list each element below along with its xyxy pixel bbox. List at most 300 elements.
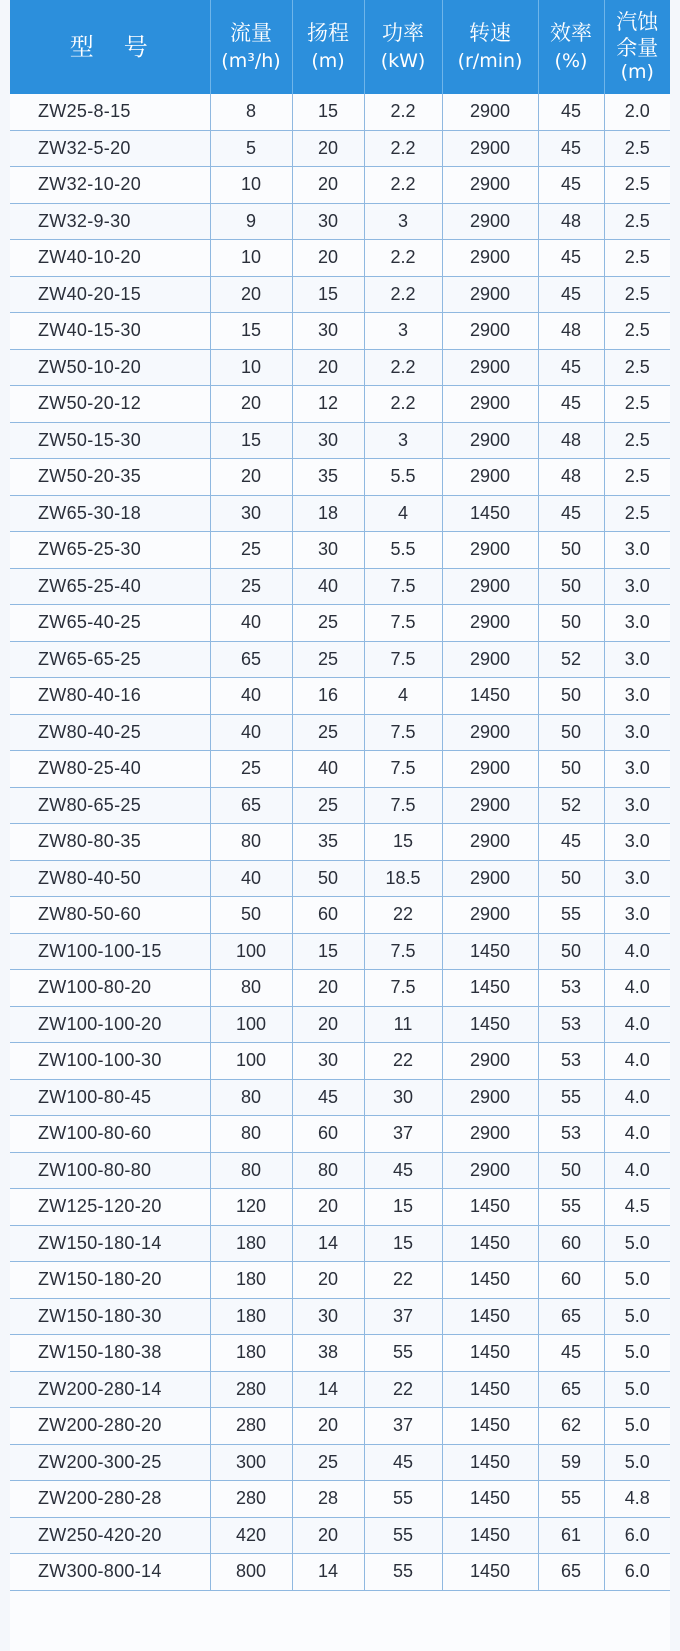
cell-flow: 120 xyxy=(210,1189,292,1226)
cell-speed: 2900 xyxy=(442,313,538,350)
cell-efficiency: 50 xyxy=(538,568,604,605)
cell-speed: 1450 xyxy=(442,1554,538,1591)
cell-model: ZW125-120-20 xyxy=(10,1189,210,1226)
cell-power: 22 xyxy=(364,1043,442,1080)
cell-model: ZW150-180-30 xyxy=(10,1298,210,1335)
cell-speed: 1450 xyxy=(442,1481,538,1518)
cell-efficiency: 50 xyxy=(538,751,604,788)
cell-power: 22 xyxy=(364,897,442,934)
cell-efficiency: 55 xyxy=(538,1481,604,1518)
cell-efficiency: 50 xyxy=(538,1152,604,1189)
cell-head: 40 xyxy=(292,568,364,605)
cell-efficiency: 45 xyxy=(538,167,604,204)
cell-flow: 25 xyxy=(210,568,292,605)
cell-speed: 2900 xyxy=(442,240,538,277)
cell-speed: 2900 xyxy=(442,422,538,459)
cell-power: 37 xyxy=(364,1116,442,1153)
cell-head: 15 xyxy=(292,933,364,970)
table-row xyxy=(10,1408,670,1445)
cell-npsh: 4.0 xyxy=(604,933,670,970)
cell-efficiency: 52 xyxy=(538,787,604,824)
header-head xyxy=(292,0,364,94)
cell-npsh: 3.0 xyxy=(604,860,670,897)
cell-head: 15 xyxy=(292,276,364,313)
cell-efficiency: 48 xyxy=(538,459,604,496)
cell-npsh: 4.5 xyxy=(604,1189,670,1226)
cell-power: 55 xyxy=(364,1481,442,1518)
cell-npsh: 2.5 xyxy=(604,459,670,496)
header-efficiency xyxy=(538,0,604,94)
cell-head: 12 xyxy=(292,386,364,423)
cell-model: ZW25-8-15 xyxy=(10,94,210,130)
cell-model: ZW65-25-30 xyxy=(10,532,210,569)
cell-model: ZW50-15-30 xyxy=(10,422,210,459)
cell-npsh: 3.0 xyxy=(604,532,670,569)
cell-npsh: 4.8 xyxy=(604,1481,670,1518)
cell-efficiency: 50 xyxy=(538,532,604,569)
cell-efficiency: 45 xyxy=(538,824,604,861)
cell-flow: 20 xyxy=(210,276,292,313)
cell-model: ZW32-5-20 xyxy=(10,130,210,167)
cell-power: 7.5 xyxy=(364,933,442,970)
cell-head: 25 xyxy=(292,1444,364,1481)
cell-model: ZW200-280-20 xyxy=(10,1408,210,1445)
cell-speed: 2900 xyxy=(442,824,538,861)
cell-flow: 10 xyxy=(210,240,292,277)
table-row xyxy=(10,240,670,277)
table-row xyxy=(10,1481,670,1518)
cell-efficiency: 48 xyxy=(538,203,604,240)
cell-power: 18.5 xyxy=(364,860,442,897)
cell-flow: 40 xyxy=(210,860,292,897)
cell-speed: 2900 xyxy=(442,1043,538,1080)
cell-speed: 2900 xyxy=(442,1079,538,1116)
cell-model: ZW32-10-20 xyxy=(10,167,210,204)
cell-flow: 65 xyxy=(210,641,292,678)
cell-power: 2.2 xyxy=(364,386,442,423)
cell-speed: 2900 xyxy=(442,714,538,751)
cell-head: 20 xyxy=(292,1006,364,1043)
table-row xyxy=(10,1517,670,1554)
cell-npsh: 2.5 xyxy=(604,349,670,386)
cell-model: ZW40-15-30 xyxy=(10,313,210,350)
cell-flow: 80 xyxy=(210,970,292,1007)
cell-efficiency: 53 xyxy=(538,1006,604,1043)
cell-head: 20 xyxy=(292,970,364,1007)
cell-efficiency: 45 xyxy=(538,349,604,386)
cell-power: 5.5 xyxy=(364,532,442,569)
cell-efficiency: 45 xyxy=(538,276,604,313)
cell-flow: 180 xyxy=(210,1298,292,1335)
table-header xyxy=(10,0,670,94)
cell-efficiency: 50 xyxy=(538,933,604,970)
cell-npsh: 3.0 xyxy=(604,605,670,642)
cell-power: 7.5 xyxy=(364,568,442,605)
cell-efficiency: 52 xyxy=(538,641,604,678)
cell-efficiency: 60 xyxy=(538,1225,604,1262)
cell-flow: 9 xyxy=(210,203,292,240)
cell-model: ZW40-20-15 xyxy=(10,276,210,313)
cell-model: ZW250-420-20 xyxy=(10,1517,210,1554)
cell-model: ZW80-25-40 xyxy=(10,751,210,788)
cell-head: 60 xyxy=(292,897,364,934)
cell-npsh: 4.0 xyxy=(604,1152,670,1189)
cell-head: 20 xyxy=(292,240,364,277)
cell-efficiency: 55 xyxy=(538,897,604,934)
cell-power: 55 xyxy=(364,1517,442,1554)
cell-efficiency: 45 xyxy=(538,495,604,532)
cell-flow: 180 xyxy=(210,1225,292,1262)
cell-npsh: 3.0 xyxy=(604,787,670,824)
cell-head: 20 xyxy=(292,349,364,386)
cell-model: ZW65-30-18 xyxy=(10,495,210,532)
cell-model: ZW32-9-30 xyxy=(10,203,210,240)
table-row xyxy=(10,313,670,350)
cell-power: 45 xyxy=(364,1444,442,1481)
cell-npsh: 3.0 xyxy=(604,714,670,751)
table-row xyxy=(10,1152,670,1189)
cell-efficiency: 50 xyxy=(538,714,604,751)
cell-efficiency: 65 xyxy=(538,1554,604,1591)
cell-efficiency: 45 xyxy=(538,94,604,130)
table-row xyxy=(10,130,670,167)
header-flow-unit: (m³/h) xyxy=(221,50,281,73)
cell-power: 4 xyxy=(364,495,442,532)
cell-head: 14 xyxy=(292,1554,364,1591)
header-npsh-name-2: 余量 xyxy=(616,35,659,60)
cell-head: 38 xyxy=(292,1335,364,1372)
cell-model: ZW65-40-25 xyxy=(10,605,210,642)
cell-flow: 280 xyxy=(210,1408,292,1445)
table-row xyxy=(10,1262,670,1299)
cell-power: 2.2 xyxy=(364,94,442,130)
cell-speed: 1450 xyxy=(442,1517,538,1554)
cell-head: 60 xyxy=(292,1116,364,1153)
cell-model: ZW200-280-14 xyxy=(10,1371,210,1408)
cell-head: 25 xyxy=(292,641,364,678)
cell-flow: 25 xyxy=(210,532,292,569)
cell-npsh: 2.5 xyxy=(604,313,670,350)
cell-npsh: 3.0 xyxy=(604,678,670,715)
cell-speed: 2900 xyxy=(442,787,538,824)
cell-flow: 100 xyxy=(210,1006,292,1043)
cell-flow: 100 xyxy=(210,933,292,970)
cell-flow: 80 xyxy=(210,824,292,861)
table-row xyxy=(10,459,670,496)
cell-power: 4 xyxy=(364,678,442,715)
cell-speed: 2900 xyxy=(442,568,538,605)
cell-npsh: 4.0 xyxy=(604,970,670,1007)
table-row xyxy=(10,532,670,569)
table-row xyxy=(10,751,670,788)
cell-speed: 2900 xyxy=(442,276,538,313)
table-row xyxy=(10,1006,670,1043)
header-row xyxy=(10,0,670,94)
cell-head: 16 xyxy=(292,678,364,715)
cell-efficiency: 50 xyxy=(538,860,604,897)
cell-power: 37 xyxy=(364,1298,442,1335)
cell-flow: 8 xyxy=(210,94,292,130)
cell-power: 7.5 xyxy=(364,787,442,824)
cell-flow: 80 xyxy=(210,1152,292,1189)
cell-flow: 5 xyxy=(210,130,292,167)
cell-model: ZW100-100-30 xyxy=(10,1043,210,1080)
cell-flow: 180 xyxy=(210,1335,292,1372)
cell-power: 2.2 xyxy=(364,276,442,313)
cell-model: ZW200-280-28 xyxy=(10,1481,210,1518)
table-row xyxy=(10,495,670,532)
cell-npsh: 3.0 xyxy=(604,824,670,861)
cell-head: 20 xyxy=(292,1517,364,1554)
cell-power: 37 xyxy=(364,1408,442,1445)
table-row xyxy=(10,203,670,240)
cell-speed: 1450 xyxy=(442,1189,538,1226)
cell-flow: 25 xyxy=(210,751,292,788)
cell-npsh: 5.0 xyxy=(604,1298,670,1335)
header-head-name: 扬程 xyxy=(307,21,349,45)
cell-efficiency: 48 xyxy=(538,422,604,459)
cell-flow: 800 xyxy=(210,1554,292,1591)
cell-flow: 15 xyxy=(210,313,292,350)
cell-efficiency: 55 xyxy=(538,1189,604,1226)
cell-model: ZW65-25-40 xyxy=(10,568,210,605)
cell-head: 30 xyxy=(292,1298,364,1335)
table-row xyxy=(10,714,670,751)
cell-model: ZW80-80-35 xyxy=(10,824,210,861)
cell-npsh: 5.0 xyxy=(604,1408,670,1445)
cell-npsh: 4.0 xyxy=(604,1079,670,1116)
cell-flow: 280 xyxy=(210,1371,292,1408)
cell-model: ZW100-100-20 xyxy=(10,1006,210,1043)
cell-head: 14 xyxy=(292,1371,364,1408)
table-row xyxy=(10,167,670,204)
cell-model: ZW80-40-25 xyxy=(10,714,210,751)
cell-model: ZW200-300-25 xyxy=(10,1444,210,1481)
cell-npsh: 2.5 xyxy=(604,167,670,204)
table-row xyxy=(10,787,670,824)
cell-npsh: 5.0 xyxy=(604,1371,670,1408)
cell-npsh: 3.0 xyxy=(604,568,670,605)
cell-speed: 2900 xyxy=(442,203,538,240)
table-row xyxy=(10,1298,670,1335)
cell-npsh: 5.0 xyxy=(604,1262,670,1299)
cell-power: 3 xyxy=(364,422,442,459)
cell-power: 7.5 xyxy=(364,970,442,1007)
cell-flow: 40 xyxy=(210,678,292,715)
table-row xyxy=(10,678,670,715)
table-row xyxy=(10,824,670,861)
cell-efficiency: 61 xyxy=(538,1517,604,1554)
cell-efficiency: 50 xyxy=(538,605,604,642)
cell-speed: 2900 xyxy=(442,860,538,897)
cell-speed: 1450 xyxy=(442,495,538,532)
table-row xyxy=(10,1335,670,1372)
cell-speed: 2900 xyxy=(442,130,538,167)
cell-head: 15 xyxy=(292,94,364,130)
cell-flow: 30 xyxy=(210,495,292,532)
cell-speed: 2900 xyxy=(442,94,538,130)
header-power-name: 功率 xyxy=(382,21,424,45)
cell-head: 30 xyxy=(292,313,364,350)
cell-npsh: 2.5 xyxy=(604,240,670,277)
cell-head: 50 xyxy=(292,860,364,897)
table-row xyxy=(10,641,670,678)
pump-spec-sheet xyxy=(10,0,670,1651)
table-row xyxy=(10,605,670,642)
cell-npsh: 2.5 xyxy=(604,386,670,423)
cell-power: 7.5 xyxy=(364,641,442,678)
cell-model: ZW100-80-45 xyxy=(10,1079,210,1116)
header-speed xyxy=(442,0,538,94)
table-row xyxy=(10,1554,670,1591)
cell-head: 25 xyxy=(292,714,364,751)
cell-efficiency: 48 xyxy=(538,313,604,350)
cell-speed: 2900 xyxy=(442,897,538,934)
cell-npsh: 6.0 xyxy=(604,1517,670,1554)
cell-flow: 10 xyxy=(210,349,292,386)
cell-npsh: 2.5 xyxy=(604,203,670,240)
cell-flow: 40 xyxy=(210,605,292,642)
cell-head: 25 xyxy=(292,787,364,824)
table-row xyxy=(10,94,670,130)
cell-flow: 300 xyxy=(210,1444,292,1481)
cell-head: 30 xyxy=(292,203,364,240)
header-speed-name: 转速 xyxy=(469,21,511,45)
cell-model: ZW300-800-14 xyxy=(10,1554,210,1591)
cell-efficiency: 59 xyxy=(538,1444,604,1481)
cell-head: 18 xyxy=(292,495,364,532)
cell-head: 20 xyxy=(292,130,364,167)
cell-model: ZW100-80-20 xyxy=(10,970,210,1007)
cell-speed: 2900 xyxy=(442,605,538,642)
cell-npsh: 2.5 xyxy=(604,130,670,167)
cell-model: ZW100-100-15 xyxy=(10,933,210,970)
cell-model: ZW50-10-20 xyxy=(10,349,210,386)
cell-power: 11 xyxy=(364,1006,442,1043)
cell-flow: 65 xyxy=(210,787,292,824)
cell-efficiency: 45 xyxy=(538,130,604,167)
cell-npsh: 4.0 xyxy=(604,1043,670,1080)
cell-model: ZW40-10-20 xyxy=(10,240,210,277)
header-flow-name: 流量 xyxy=(230,21,272,45)
cell-model: ZW150-180-20 xyxy=(10,1262,210,1299)
cell-power: 2.2 xyxy=(364,130,442,167)
cell-flow: 10 xyxy=(210,167,292,204)
cell-speed: 1450 xyxy=(442,1408,538,1445)
cell-speed: 2900 xyxy=(442,1116,538,1153)
table-row xyxy=(10,276,670,313)
cell-power: 22 xyxy=(364,1371,442,1408)
cell-speed: 2900 xyxy=(442,532,538,569)
cell-speed: 1450 xyxy=(442,1335,538,1372)
cell-power: 7.5 xyxy=(364,751,442,788)
cell-head: 20 xyxy=(292,1262,364,1299)
table-row xyxy=(10,422,670,459)
cell-power: 22 xyxy=(364,1262,442,1299)
table-row xyxy=(10,1116,670,1153)
cell-flow: 280 xyxy=(210,1481,292,1518)
header-npsh-name: 汽蚀 xyxy=(616,10,659,35)
cell-flow: 20 xyxy=(210,459,292,496)
cell-efficiency: 55 xyxy=(538,1079,604,1116)
cell-speed: 1450 xyxy=(442,933,538,970)
cell-power: 2.2 xyxy=(364,167,442,204)
cell-npsh: 5.0 xyxy=(604,1225,670,1262)
cell-head: 20 xyxy=(292,167,364,204)
header-model-char-1: 型 xyxy=(69,32,96,61)
cell-efficiency: 53 xyxy=(538,1043,604,1080)
cell-efficiency: 65 xyxy=(538,1371,604,1408)
table-row xyxy=(10,1371,670,1408)
cell-speed: 2900 xyxy=(442,641,538,678)
cell-model: ZW80-40-50 xyxy=(10,860,210,897)
cell-flow: 15 xyxy=(210,422,292,459)
table-row xyxy=(10,1079,670,1116)
cell-power: 55 xyxy=(364,1554,442,1591)
header-npsh-unit: (m) xyxy=(620,60,654,83)
table-row xyxy=(10,933,670,970)
cell-power: 7.5 xyxy=(364,714,442,751)
cell-speed: 1450 xyxy=(442,970,538,1007)
cell-head: 30 xyxy=(292,422,364,459)
header-power xyxy=(364,0,442,94)
cell-head: 20 xyxy=(292,1189,364,1226)
cell-head: 14 xyxy=(292,1225,364,1262)
cell-efficiency: 60 xyxy=(538,1262,604,1299)
table-row xyxy=(10,386,670,423)
cell-power: 3 xyxy=(364,313,442,350)
cell-flow: 40 xyxy=(210,714,292,751)
cell-speed: 2900 xyxy=(442,1152,538,1189)
cell-model: ZW65-65-25 xyxy=(10,641,210,678)
cell-speed: 2900 xyxy=(442,459,538,496)
cell-speed: 2900 xyxy=(442,349,538,386)
cell-power: 30 xyxy=(364,1079,442,1116)
cell-efficiency: 45 xyxy=(538,1335,604,1372)
header-power-unit: (kW) xyxy=(380,50,426,73)
table-row xyxy=(10,970,670,1007)
cell-power: 45 xyxy=(364,1152,442,1189)
cell-head: 30 xyxy=(292,532,364,569)
cell-npsh: 2.5 xyxy=(604,495,670,532)
cell-model: ZW80-50-60 xyxy=(10,897,210,934)
cell-speed: 1450 xyxy=(442,1225,538,1262)
table-row xyxy=(10,1225,670,1262)
cell-power: 15 xyxy=(364,1225,442,1262)
cell-speed: 1450 xyxy=(442,1006,538,1043)
table-row xyxy=(10,897,670,934)
cell-efficiency: 50 xyxy=(538,678,604,715)
header-model-char-2: 号 xyxy=(123,32,150,61)
cell-npsh: 2.0 xyxy=(604,94,670,130)
cell-speed: 1450 xyxy=(442,678,538,715)
cell-flow: 420 xyxy=(210,1517,292,1554)
cell-model: ZW50-20-35 xyxy=(10,459,210,496)
cell-model: ZW100-80-60 xyxy=(10,1116,210,1153)
cell-npsh: 5.0 xyxy=(604,1335,670,1372)
table-row xyxy=(10,1444,670,1481)
cell-power: 2.2 xyxy=(364,349,442,386)
cell-head: 20 xyxy=(292,1408,364,1445)
header-speed-unit: (r/min) xyxy=(457,50,523,73)
cell-model: ZW150-180-38 xyxy=(10,1335,210,1372)
cell-npsh: 3.0 xyxy=(604,897,670,934)
cell-power: 7.5 xyxy=(364,605,442,642)
cell-efficiency: 53 xyxy=(538,970,604,1007)
cell-head: 35 xyxy=(292,459,364,496)
cell-head: 35 xyxy=(292,824,364,861)
table-body xyxy=(10,94,670,1590)
